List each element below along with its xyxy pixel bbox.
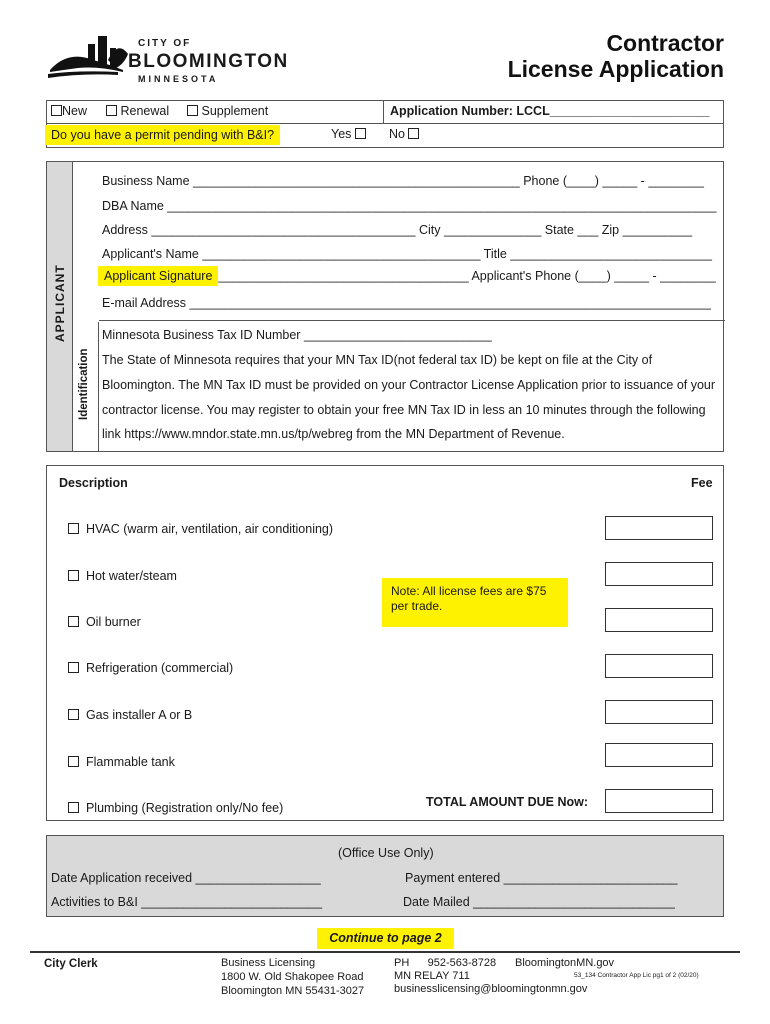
signature-label: Applicant Signature	[98, 266, 218, 286]
footer-website[interactable]: BloomingtonMN.gov	[515, 957, 615, 969]
date-received-field[interactable]: Date Application received __________________	[51, 871, 321, 885]
new-option[interactable]	[51, 104, 87, 118]
tax-id-note-line-2: Bloomington. The MN Tax ID must be provided on your Contractor License Application prior to issuance of your	[102, 378, 716, 392]
footer-email[interactable]: businesslicensing@bloomingtonmn.gov	[394, 983, 588, 995]
license-item[interactable]	[68, 801, 283, 815]
footer-relay: MN RELAY 711	[394, 970, 470, 982]
applicant-side-label: APPLICANT	[53, 264, 67, 342]
new-checkbox[interactable]	[51, 105, 62, 116]
continue-banner: Continue to page 2	[317, 928, 454, 949]
tax-id-note-line-1: The State of Minnesota requires that your MN Tax ID(not federal tax ID) be kept on file at the City of	[102, 353, 653, 367]
application-number: Application Number: LCCL_______________________	[390, 104, 710, 118]
license-checkbox[interactable]	[68, 756, 79, 767]
license-checkbox[interactable]	[68, 523, 79, 534]
renewal-option[interactable]	[106, 104, 169, 118]
license-item[interactable]	[68, 569, 177, 583]
license-item[interactable]	[68, 615, 141, 629]
activities-field[interactable]: Activities to B&I __________________________	[51, 895, 323, 909]
permit-yes-label: Yes	[331, 127, 352, 141]
signature-rest: ____________________________________ Applicant's Phone (____) _____ - ________	[218, 269, 716, 283]
date-mailed-field[interactable]: Date Mailed _____________________________	[403, 895, 675, 909]
title-line-1: Contractor	[606, 30, 724, 56]
permit-no-checkbox[interactable]	[408, 128, 419, 139]
license-checkbox[interactable]	[68, 616, 79, 627]
business-name-field[interactable]: Business Name _______________________________________________ Phone (____) _____ - ________	[102, 174, 704, 188]
fee-input[interactable]	[605, 700, 713, 724]
footer-address-line-2: 1800 W. Old Shakopee Road	[221, 971, 364, 983]
license-checkbox[interactable]	[68, 709, 79, 720]
permit-question: Do you have a permit pending with B&I?	[45, 125, 280, 145]
email-field[interactable]: E-mail Address ___________________________________________________________________________	[102, 296, 711, 310]
license-label: Flammable tank	[85, 755, 175, 769]
footer-phone: PH 952-563-8728	[394, 957, 497, 969]
renewal-checkbox[interactable]	[106, 105, 117, 116]
supplement-option[interactable]	[187, 104, 268, 118]
license-checkbox[interactable]	[68, 802, 79, 813]
license-label: Refrigeration (commercial)	[85, 661, 234, 675]
supplement-checkbox[interactable]	[187, 105, 198, 116]
permit-no-option[interactable]	[389, 127, 419, 141]
footer-divider	[30, 951, 740, 953]
permit-yes-option[interactable]	[331, 127, 366, 141]
logo-city-text: CITY OF	[138, 38, 192, 49]
fee-input[interactable]	[605, 654, 713, 678]
license-label: Hot water/steam	[85, 569, 177, 583]
footer-address-line-3: Bloomington MN 55431-3027	[221, 985, 365, 997]
tax-id-note-line-3: contractor license. You may register to obtain your free MN Tax ID in less an 10 minutes through the following	[102, 403, 706, 417]
license-item[interactable]	[68, 522, 333, 536]
license-item[interactable]	[68, 661, 233, 675]
office-use-title: (Office Use Only)	[338, 846, 434, 860]
form-code: 53_134 Contractor App Lic pg1 of 2 (02/20)	[574, 972, 699, 979]
logo-name-text: BLOOMINGTON	[128, 51, 289, 72]
license-label: Oil burner	[85, 615, 141, 629]
license-label: Gas installer A or B	[85, 708, 193, 722]
footer-address-line-1: Business Licensing	[221, 957, 316, 969]
footer-address	[221, 956, 364, 998]
logo-state-text: MINNESOTA	[138, 74, 219, 84]
fee-header: Fee	[691, 476, 713, 490]
renewal-label: Renewal	[120, 104, 170, 118]
signature-row[interactable]	[98, 269, 716, 283]
fee-input[interactable]	[605, 562, 713, 586]
dba-name-field[interactable]: DBA Name _______________________________________________________________________________	[102, 199, 717, 213]
license-item[interactable]	[68, 755, 175, 769]
license-checkbox[interactable]	[68, 570, 79, 581]
license-item[interactable]	[68, 708, 192, 722]
permit-no-label: No	[389, 127, 405, 141]
applicant-name-field[interactable]: Applicant's Name ________________________________________ Title _____________________________	[102, 247, 712, 261]
total-amount-input[interactable]	[605, 789, 713, 813]
new-label: New	[62, 104, 88, 118]
license-label: Plumbing (Registration only/No fee)	[85, 801, 284, 815]
payment-entered-field[interactable]: Payment entered _________________________	[405, 871, 678, 885]
footer-clerk: City Clerk	[44, 958, 98, 970]
document-title	[508, 30, 724, 82]
license-checkbox[interactable]	[68, 662, 79, 673]
fee-input[interactable]	[605, 516, 713, 540]
identification-side-label: Identification	[78, 348, 90, 420]
license-label: HVAC (warm air, ventilation, air conditioning)	[85, 522, 334, 536]
tax-id-field[interactable]: Minnesota Business Tax ID Number ___________________________	[102, 328, 492, 342]
fee-input[interactable]	[605, 608, 713, 632]
permit-yes-checkbox[interactable]	[355, 128, 366, 139]
tax-id-note-line-4: link https://www.mndor.state.mn.us/tp/webreg from the MN Department of Revenue.	[102, 427, 565, 441]
total-amount-label: TOTAL AMOUNT DUE Now:	[426, 795, 589, 809]
fee-note: Note: All license fees are $75 per trade.	[382, 578, 568, 627]
title-line-2: License Application	[507, 56, 724, 82]
supplement-label: Supplement	[201, 104, 269, 118]
description-header: Description	[59, 476, 128, 490]
address-field[interactable]: Address ______________________________________ City ______________ State ___ Zip __________	[102, 223, 693, 237]
fee-input[interactable]	[605, 743, 713, 767]
